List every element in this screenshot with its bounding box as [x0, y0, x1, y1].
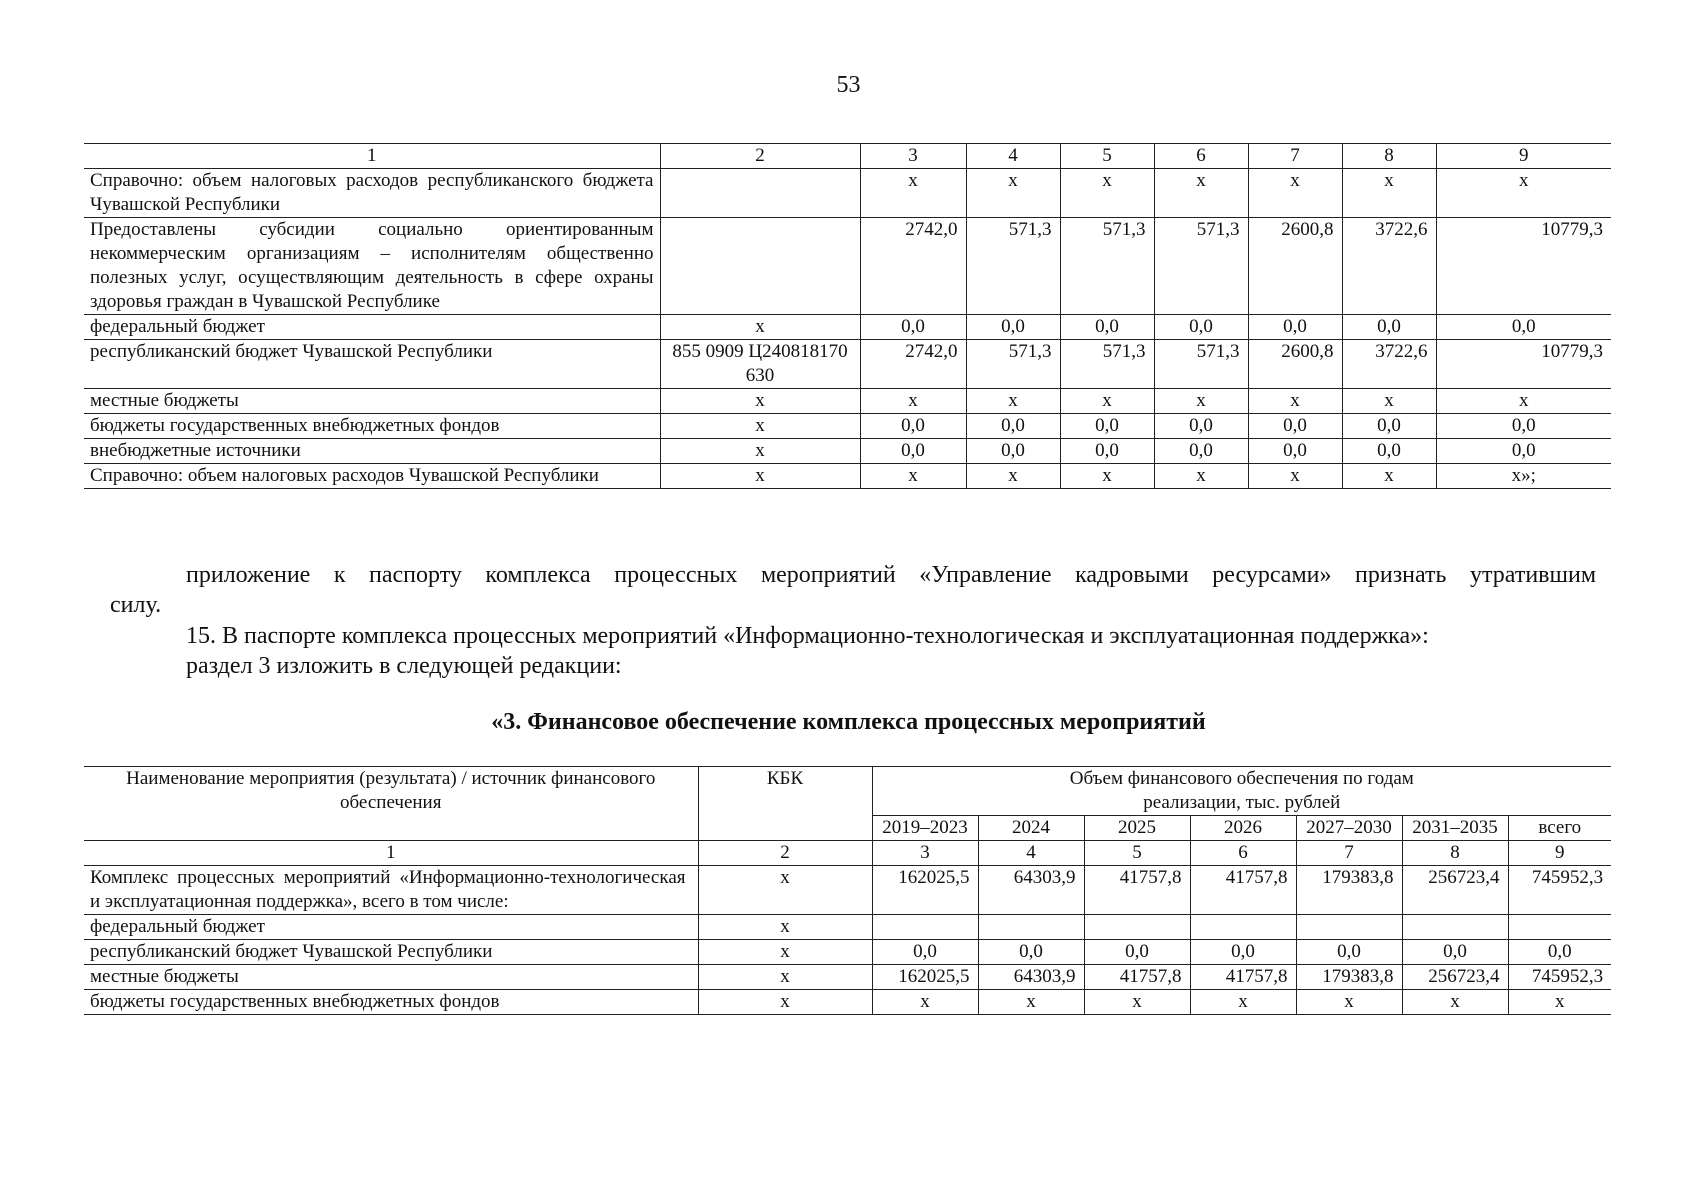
row-name: местные бюджеты	[84, 389, 660, 414]
column-number: 9	[1508, 841, 1611, 866]
row-value: х	[966, 389, 1060, 414]
funding-table	[84, 766, 1611, 1015]
row-value: 256723,4	[1402, 866, 1508, 915]
row-name: республиканский бюджет Чувашской Республики	[84, 340, 660, 389]
row-value: 0,0	[966, 439, 1060, 464]
row-value	[978, 915, 1084, 940]
row-value: х	[1248, 464, 1342, 489]
column-number: 9	[1436, 144, 1611, 169]
row-value: 0,0	[1342, 439, 1436, 464]
row-value: х	[1402, 990, 1508, 1015]
row-kbk: х	[660, 315, 860, 340]
row-value: х	[1248, 169, 1342, 218]
row-name: внебюджетные источники	[84, 439, 660, 464]
row-value	[1296, 915, 1402, 940]
row-value: 0,0	[860, 439, 966, 464]
row-value: 0,0	[1296, 940, 1402, 965]
row-value: 256723,4	[1402, 965, 1508, 990]
row-value: 0,0	[966, 315, 1060, 340]
row-value	[1190, 915, 1296, 940]
column-number: 2	[660, 144, 860, 169]
row-value: 0,0	[1060, 439, 1154, 464]
row-value: 0,0	[1436, 315, 1611, 340]
row-kbk: х	[698, 915, 872, 940]
row-value: 0,0	[1084, 940, 1190, 965]
section-heading: «3. Финансовое обеспечение комплекса процессных мероприятий	[491, 709, 1206, 735]
column-number: 3	[860, 144, 966, 169]
table-row	[84, 169, 1611, 218]
row-value: 571,3	[1154, 340, 1248, 389]
row-value: х	[1190, 990, 1296, 1015]
table-row	[84, 915, 1611, 940]
row-name: Предоставлены субсидии социально ориентированным некоммерческим организациям – исполнителям общественно полезных услуг, осуществляющим деятельность в сфере охраны здоровья граждан в Чувашской Республике	[84, 218, 660, 315]
row-kbk: х	[660, 464, 860, 489]
row-value: х	[966, 464, 1060, 489]
row-value: 41757,8	[1084, 866, 1190, 915]
row-value: х	[1508, 990, 1611, 1015]
header-year: 2024	[978, 816, 1084, 841]
table-row	[84, 866, 1611, 915]
row-value: 0,0	[1436, 439, 1611, 464]
row-name: Комплекс процессных мероприятий «Информационно-технологическая и эксплуатационная поддержка», всего в том числе:	[84, 866, 698, 915]
column-number: 6	[1154, 144, 1248, 169]
column-number: 5	[1060, 144, 1154, 169]
row-kbk: х	[698, 990, 872, 1015]
row-value: 0,0	[1342, 414, 1436, 439]
row-value: 64303,9	[978, 866, 1084, 915]
row-value: х	[1248, 389, 1342, 414]
row-name: бюджеты государственных внебюджетных фондов	[84, 414, 660, 439]
column-number: 2	[698, 841, 872, 866]
row-value: х	[1154, 389, 1248, 414]
table-row	[84, 439, 1611, 464]
row-value: х	[1342, 389, 1436, 414]
column-number: 8	[1342, 144, 1436, 169]
paragraph-appendix-line2: силу.	[110, 592, 162, 618]
column-number: 7	[1248, 144, 1342, 169]
column-number: 6	[1190, 841, 1296, 866]
row-value: 0,0	[1060, 315, 1154, 340]
header-name: Наименование мероприятия (результата) / источник финансового обеспечения	[84, 767, 698, 841]
row-value: 0,0	[1060, 414, 1154, 439]
header-year: 2026	[1190, 816, 1296, 841]
table-row	[84, 389, 1611, 414]
header-year: 2025	[1084, 816, 1190, 841]
row-value: 571,3	[966, 340, 1060, 389]
table-row	[84, 940, 1611, 965]
row-value: х	[1154, 464, 1248, 489]
row-value: х	[860, 169, 966, 218]
row-value: х	[1060, 169, 1154, 218]
header-kbk: КБК	[698, 767, 872, 841]
row-name: федеральный бюджет	[84, 315, 660, 340]
row-value: 10779,3	[1436, 340, 1611, 389]
row-name: бюджеты государственных внебюджетных фондов	[84, 990, 698, 1015]
row-name: Справочно: объем налоговых расходов республиканского бюджета Чувашской Республики	[84, 169, 660, 218]
row-value: 571,3	[1060, 340, 1154, 389]
column-number: 4	[966, 144, 1060, 169]
row-value: х	[1436, 169, 1611, 218]
row-value: 41757,8	[1190, 965, 1296, 990]
paragraph-appendix-line1: приложение к паспорту комплекса процессных мероприятий «Управление кадровыми ресурсами» признать утратившим	[186, 562, 1596, 588]
column-number: 5	[1084, 841, 1190, 866]
row-value: 0,0	[1436, 414, 1611, 439]
row-name: федеральный бюджет	[84, 915, 698, 940]
row-value: 571,3	[966, 218, 1060, 315]
header-volume: Объем финансового обеспечения по годам реализации, тыс. рублей	[872, 767, 1611, 816]
table-row	[84, 965, 1611, 990]
row-value: х	[1436, 389, 1611, 414]
row-value: 0,0	[1508, 940, 1611, 965]
row-value: х	[872, 990, 978, 1015]
row-value: 41757,8	[1190, 866, 1296, 915]
row-name: республиканский бюджет Чувашской Республики	[84, 940, 698, 965]
column-number: 4	[978, 841, 1084, 866]
row-value: 571,3	[1154, 218, 1248, 315]
row-value: 571,3	[1060, 218, 1154, 315]
column-number: 8	[1402, 841, 1508, 866]
row-value: 179383,8	[1296, 866, 1402, 915]
row-value: 0,0	[978, 940, 1084, 965]
header-year: 2027–2030	[1296, 816, 1402, 841]
column-number: 1	[84, 841, 698, 866]
row-value: 2600,8	[1248, 218, 1342, 315]
row-value: 2742,0	[860, 218, 966, 315]
row-value: 64303,9	[978, 965, 1084, 990]
row-value: 0,0	[1248, 414, 1342, 439]
row-value: х	[966, 169, 1060, 218]
row-name: Справочно: объем налоговых расходов Чувашской Республики	[84, 464, 660, 489]
row-value: х	[1060, 389, 1154, 414]
table-row	[84, 414, 1611, 439]
row-kbk	[660, 218, 860, 315]
row-value: х»;	[1436, 464, 1611, 489]
row-value: 0,0	[1190, 940, 1296, 965]
row-value: 0,0	[1248, 439, 1342, 464]
row-value: 0,0	[1248, 315, 1342, 340]
table-row	[84, 464, 1611, 489]
column-number: 1	[84, 144, 660, 169]
row-value: 41757,8	[1084, 965, 1190, 990]
row-kbk: х	[660, 414, 860, 439]
row-value	[1402, 915, 1508, 940]
row-kbk: х	[698, 866, 872, 915]
row-value: 2600,8	[1248, 340, 1342, 389]
row-value: 0,0	[1154, 414, 1248, 439]
row-kbk: х	[698, 965, 872, 990]
row-kbk: 855 0909 Ц240818170 630	[660, 340, 860, 389]
row-value: х	[1154, 169, 1248, 218]
column-number: 3	[872, 841, 978, 866]
page-number: 53	[836, 72, 861, 98]
row-value: 3722,6	[1342, 218, 1436, 315]
header-year: 2031–2035	[1402, 816, 1508, 841]
column-number: 7	[1296, 841, 1402, 866]
table-row	[84, 340, 1611, 389]
row-value: 0,0	[860, 315, 966, 340]
row-kbk: х	[660, 389, 860, 414]
row-value: х	[860, 389, 966, 414]
paragraph-section-3: раздел 3 изложить в следующей редакции:	[186, 653, 622, 679]
row-value: х	[1342, 169, 1436, 218]
row-value: 0,0	[872, 940, 978, 965]
row-value: 179383,8	[1296, 965, 1402, 990]
row-kbk	[660, 169, 860, 218]
row-value: 0,0	[966, 414, 1060, 439]
row-value: 0,0	[1154, 315, 1248, 340]
row-value: х	[1060, 464, 1154, 489]
row-value	[872, 915, 978, 940]
table-header-row	[84, 767, 1611, 816]
header-year: всего	[1508, 816, 1611, 841]
row-value: 0,0	[1402, 940, 1508, 965]
row-value: 10779,3	[1436, 218, 1611, 315]
row-value: х	[1342, 464, 1436, 489]
header-year: 2019–2023	[872, 816, 978, 841]
row-value: 2742,0	[860, 340, 966, 389]
row-value: х	[1296, 990, 1402, 1015]
row-value: 0,0	[860, 414, 966, 439]
table-row	[84, 990, 1611, 1015]
row-value: 0,0	[1154, 439, 1248, 464]
row-value	[1508, 915, 1611, 940]
row-value: х	[978, 990, 1084, 1015]
row-value	[1084, 915, 1190, 940]
row-kbk: х	[660, 439, 860, 464]
row-value: 162025,5	[872, 965, 978, 990]
table-column-numbers-row	[84, 841, 1611, 866]
row-value: 745952,3	[1508, 866, 1611, 915]
row-value: 0,0	[1342, 315, 1436, 340]
table-row	[84, 218, 1611, 315]
row-value: 162025,5	[872, 866, 978, 915]
table-column-numbers-row	[84, 144, 1611, 169]
paragraph-item-15: 15. В паспорте комплекса процессных мероприятий «Информационно-технологическая и эксплуатационная поддержка»:	[186, 623, 1429, 649]
funding-table-continued	[84, 143, 1611, 489]
row-value: х	[860, 464, 966, 489]
row-kbk: х	[698, 940, 872, 965]
row-name: местные бюджеты	[84, 965, 698, 990]
row-value: 3722,6	[1342, 340, 1436, 389]
row-value: 745952,3	[1508, 965, 1611, 990]
table-row	[84, 315, 1611, 340]
row-value: х	[1084, 990, 1190, 1015]
